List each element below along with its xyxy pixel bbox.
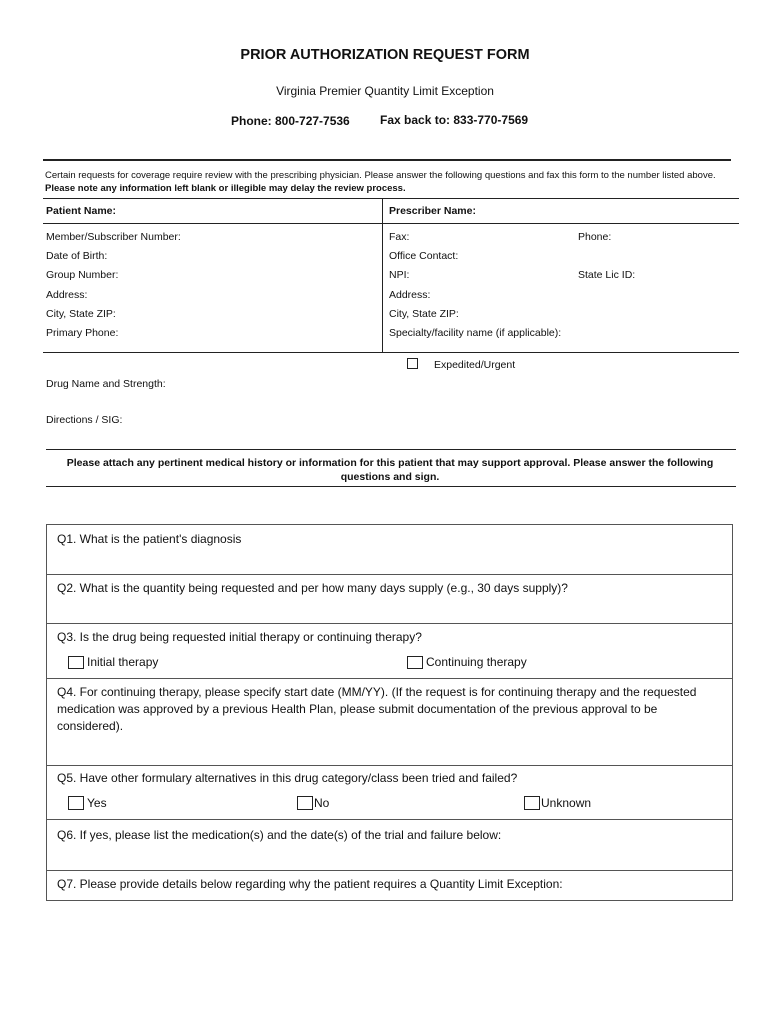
q4-divider bbox=[46, 765, 733, 766]
form-subtitle: Virginia Premier Quantity Limit Exception bbox=[276, 84, 494, 98]
directions-label: Directions / SIG: bbox=[46, 414, 123, 426]
unknown-option[interactable] bbox=[524, 796, 591, 810]
attach-bottom-rule bbox=[46, 486, 736, 487]
q1-text: Q1. What is the patient's diagnosis bbox=[57, 532, 242, 546]
prescriber-phone-label: Phone: bbox=[578, 231, 612, 243]
prescriber-city-label: City, State ZIP: bbox=[389, 308, 459, 320]
q1-divider bbox=[46, 574, 733, 575]
initial-therapy-option[interactable] bbox=[68, 655, 158, 669]
table-top-rule bbox=[43, 198, 739, 199]
unknown-checkbox[interactable] bbox=[524, 796, 540, 810]
phone-number: Phone: 800-727-7536 bbox=[231, 114, 350, 128]
office-contact-label: Office Contact: bbox=[389, 250, 459, 262]
table-bottom-rule bbox=[43, 352, 739, 353]
q2-divider bbox=[46, 623, 733, 624]
q7-text: Q7. Please provide details below regarding why the patient requires a Quantity Limit Exception: bbox=[57, 877, 563, 891]
continuing-therapy-checkbox[interactable] bbox=[407, 656, 423, 669]
q3-divider bbox=[46, 678, 733, 679]
unknown-label: Unknown bbox=[541, 796, 592, 810]
q5-text: Q5. Have other formulary alternatives in this drug category/class been tried and failed? bbox=[57, 771, 518, 785]
attach-top-rule bbox=[46, 449, 736, 450]
dob-label: Date of Birth: bbox=[46, 250, 108, 262]
npi-label: NPI: bbox=[389, 269, 410, 281]
initial-therapy-label: Initial therapy bbox=[87, 655, 159, 669]
yes-checkbox[interactable] bbox=[68, 796, 84, 810]
q6-divider bbox=[46, 870, 733, 871]
primary-phone-label: Primary Phone: bbox=[46, 327, 119, 339]
continuing-therapy-label: Continuing therapy bbox=[426, 655, 527, 669]
prescriber-name-label: Prescriber Name: bbox=[389, 205, 476, 217]
patient-city-label: City, State ZIP: bbox=[46, 308, 116, 320]
intro-text: Certain requests for coverage require review with the prescribing physician. Please answer the following questions and fax this form to the number listed above. Please note any information left blank or illegible may delay the review process. bbox=[45, 170, 716, 194]
expedited-checkbox[interactable] bbox=[407, 358, 418, 369]
table-header-rule bbox=[43, 223, 739, 224]
expedited-label: Expedited/Urgent bbox=[434, 359, 516, 371]
q4-text: Q4. For continuing therapy, please specify start date (MM/YY). (If the request is for continuing therapy and the requested medication was approved by a previous Health Plan, please submit documentation of the previous approval to be considered). bbox=[57, 685, 697, 733]
patient-address-label: Address: bbox=[46, 289, 88, 301]
yes-option[interactable] bbox=[68, 796, 107, 810]
drug-name-label: Drug Name and Strength: bbox=[46, 378, 166, 390]
initial-therapy-checkbox[interactable] bbox=[68, 656, 84, 669]
member-number-label: Member/Subscriber Number: bbox=[46, 231, 181, 243]
no-label: No bbox=[314, 796, 330, 810]
group-number-label: Group Number: bbox=[46, 269, 119, 281]
intro-warning: Please note any information left blank or illegible may delay the review process. bbox=[45, 182, 406, 194]
attach-note: Please attach any pertinent medical history or information for this patient that may support approval. Please answer the following questions and sign. bbox=[66, 457, 714, 483]
form-title: PRIOR AUTHORIZATION REQUEST FORM bbox=[240, 47, 530, 63]
prescriber-fax-label: Fax: bbox=[389, 231, 410, 243]
yes-label: Yes bbox=[87, 796, 107, 810]
no-option[interactable] bbox=[297, 796, 329, 810]
fax-number: Fax back to: 833-770-7569 bbox=[380, 113, 529, 127]
q6-text: Q6. If yes, please list the medication(s) and the date(s) of the trial and failure below: bbox=[57, 828, 502, 842]
q3-text: Q3. Is the drug being requested initial therapy or continuing therapy? bbox=[57, 630, 422, 644]
table-column-divider bbox=[382, 198, 383, 353]
q2-text: Q2. What is the quantity being requested and per how many days supply (e.g., 30 days supply)? bbox=[57, 581, 568, 595]
state-lic-label: State Lic ID: bbox=[578, 269, 636, 281]
no-checkbox[interactable] bbox=[297, 796, 313, 810]
specialty-label: Specialty/facility name (if applicable): bbox=[389, 327, 562, 339]
prescriber-address-label: Address: bbox=[389, 289, 431, 301]
continuing-therapy-option[interactable] bbox=[407, 655, 527, 669]
patient-name-label: Patient Name: bbox=[46, 205, 117, 217]
header-divider bbox=[43, 159, 731, 161]
q5-divider bbox=[46, 819, 733, 820]
